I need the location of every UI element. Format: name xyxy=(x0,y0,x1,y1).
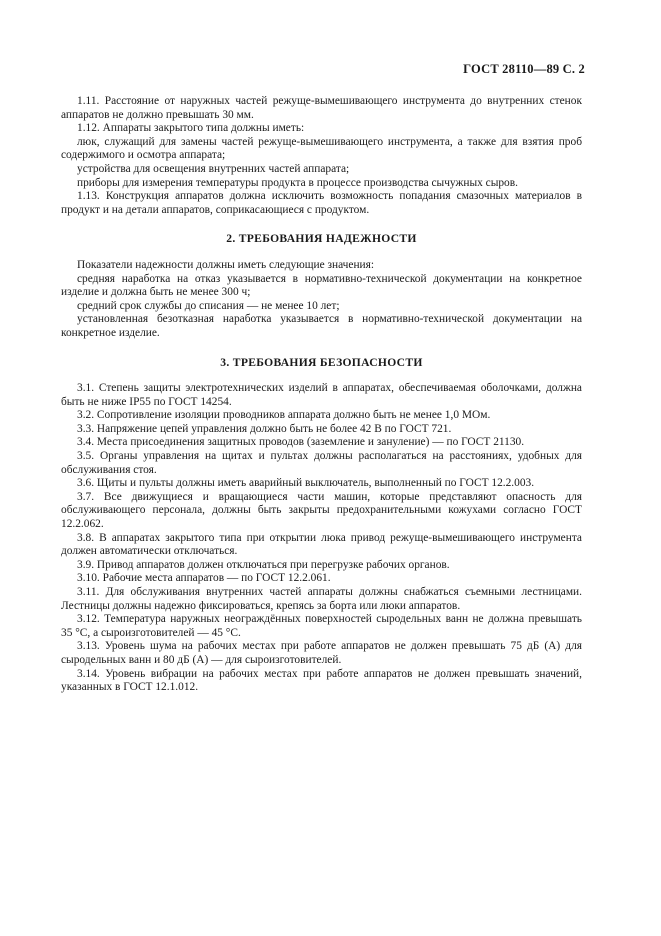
paragraph-3-4: 3.4. Места присоединения защитных проводов (заземление и зануление) — по ГОСТ 21130. xyxy=(77,436,525,449)
paragraph-3-1: 3.1. Степень защиты электротехнических изделий в аппаратах, обеспечиваемая оболочками, должна быть не ниже IP55 по ГОСТ 14254. xyxy=(61,382,582,408)
paragraph-reliability-mtbf: средняя наработка на отказ указывается в нормативно-технической документации на конкретное изделие и должна быть не менее 300 ч; xyxy=(61,272,582,299)
paragraph-3-2: 3.2. Сопротивление изоляции проводников аппарата должно быть не менее 1,0 МОм. xyxy=(77,409,491,422)
paragraph-3-6: 3.6. Щиты и пульты должны иметь аварийный выключатель, выполненный по ГОСТ 12.2.003. xyxy=(77,477,535,490)
paragraph-1-12-lighting: устройства для освещения внутренних частей аппарата; xyxy=(77,162,350,175)
paragraph-3-3: 3.3. Напряжение цепей управления должно быть не более 42 В по ГОСТ 721. xyxy=(77,422,452,435)
paragraph-reliability-intro: Показатели надежности должны иметь следующие значения: xyxy=(77,258,375,271)
paragraph-3-9: 3.9. Привод аппаратов должен отключаться при перегрузке рабочих органов. xyxy=(77,558,450,571)
paragraph-1-12-hatch: люк, служащий для замены частей режуще-вымешивающего инструмента, а также для взятия проб содержимого и осмотра аппарата; xyxy=(61,135,582,162)
page-header: ГОСТ 28110—89 С. 2 xyxy=(463,62,585,76)
paragraph-3-8: 3.8. В аппаратах закрытого типа при открытии люка привод режуще-вымешивающего инструмента должен автоматически отключаться. xyxy=(61,531,582,558)
paragraph-3-5: 3.5. Органы управления на щитах и пультах должны располагаться на расстояниях, удобных для обслуживания стоя. xyxy=(61,450,582,476)
paragraph-3-14: 3.14. Уровень вибрации на рабочих местах при работе аппаратов не должен превышать значений, указанных в ГОСТ 12.1.012. xyxy=(61,667,582,694)
document-body xyxy=(61,95,582,695)
section-heading-reliability: 2. ТРЕБОВАНИЯ НАДЕЖНОСТИ xyxy=(226,232,417,246)
paragraph-3-11: 3.11. Для обслуживания внутренних частей аппараты должны снабжаться съемными лестницами. Лестницы должны надежно фиксироваться, крепясь за борта или люки аппаратов. xyxy=(61,586,582,612)
paragraph-1-13: 1.13. Конструкция аппаратов должна исключить возможность попадания смазочных материалов в продукт и на детали аппаратов, соприкасающиеся с продуктом. xyxy=(61,190,582,216)
paragraph-reliability-lifetime: средний срок службы до списания — не менее 10 лет; xyxy=(77,299,340,312)
paragraph-3-12: 3.12. Температура наружных неограждённых поверхностей сыродельных ванн не должна превышать 35 °С, а сыроизготовителей — 45 °С. xyxy=(61,613,582,639)
paragraph-reliability-failure-free: установленная безотказная наработка указывается в нормативно-технической документации на конкретное изделие. xyxy=(61,313,582,339)
paragraph-3-7: 3.7. Все движущиеся и вращающиеся части машин, которые представляют опасность для обслуживающего персонала, должны быть закрыты предохранительными кожухами согласно ГОСТ 12.2.062. xyxy=(61,490,582,531)
section-heading-safety: 3. ТРЕБОВАНИЯ БЕЗОПАСНОСТИ xyxy=(220,355,423,369)
paragraph-1-12: 1.12. Аппараты закрытого типа должны иметь: xyxy=(77,122,305,135)
paragraph-1-12-instruments: приборы для измерения температуры продукта в процессе производства сычужных сыров. xyxy=(77,176,518,189)
paragraph-1-11: 1.11. Расстояние от наружных частей режуще-вымешивающего инструмента до внутренних стенок аппаратов не должно превышать 30 мм. xyxy=(61,95,582,121)
paragraph-3-10: 3.10. Рабочие места аппаратов — по ГОСТ 12.2.061. xyxy=(77,572,331,585)
paragraph-3-13: 3.13. Уровень шума на рабочих местах при работе аппаратов не должен превышать 75 дБ (А) для сыродельных ванн и 80 дБ (А) — для сыроизготовителей. xyxy=(61,640,582,666)
